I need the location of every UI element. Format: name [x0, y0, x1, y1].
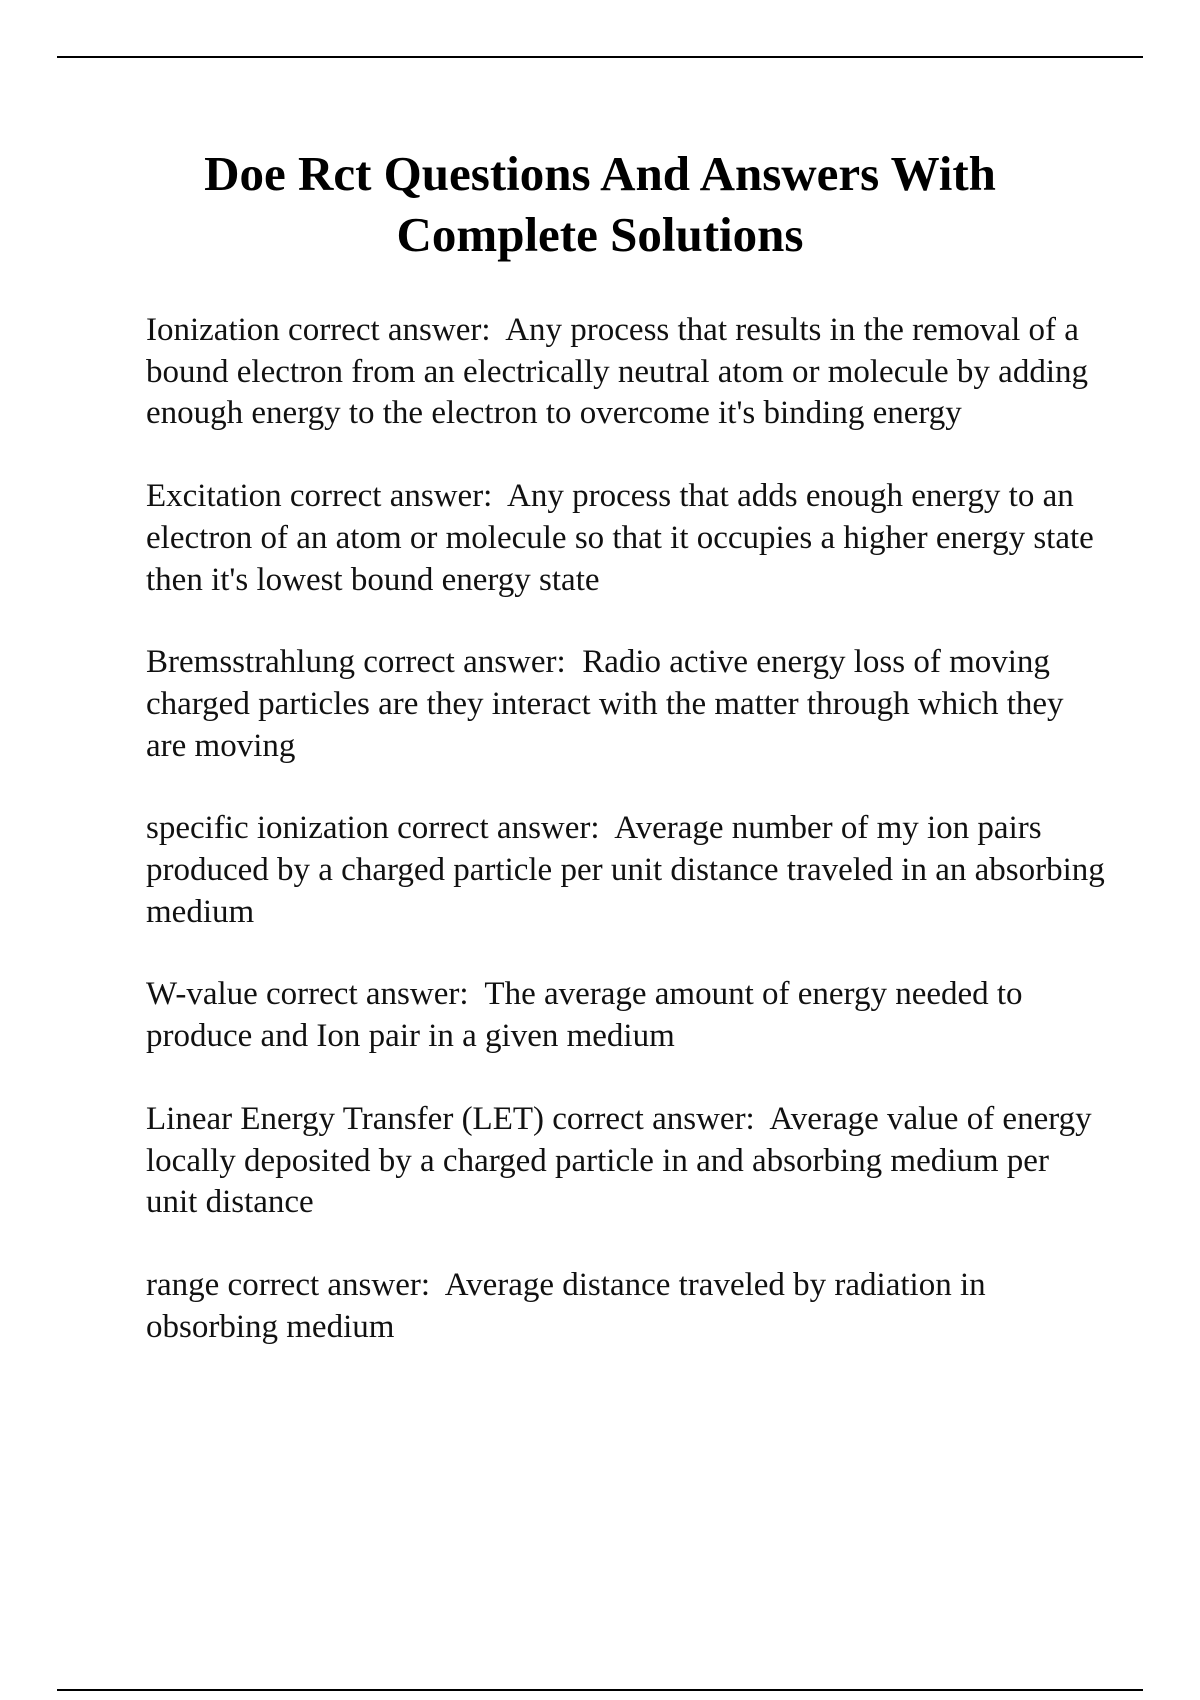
qa-answer: Radio active energy loss of moving charged particles are they interact with the matter through which they are moving [146, 644, 1072, 764]
qa-item-excitation [146, 476, 1106, 601]
qa-answer: Average value of energy locally deposited by a charged particle in and absorbing medium per unit distance [146, 1100, 1100, 1221]
qa-answer: Any process that adds enough energy to an electron of an atom or molecule so that it occupies a higher energy state then it's lowest bound energy state [146, 478, 1103, 598]
qa-term: Ionization [146, 312, 280, 348]
qa-separator: correct answer: [544, 1100, 770, 1137]
qa-separator: correct answer: [219, 1266, 445, 1303]
top-divider [57, 56, 1143, 58]
qa-item-specific-ionization [146, 808, 1114, 933]
qa-term: W-value [146, 976, 258, 1013]
page-title-line-2: Complete Solutions [396, 207, 804, 262]
qa-term: Bremsstrahlung [146, 644, 355, 681]
qa-answer: Average distance traveled by radiation in obsorbing medium [146, 1266, 994, 1345]
qa-term: specific ionization [146, 810, 389, 847]
qa-item-w-value [146, 974, 1106, 1057]
qa-term: range [146, 1266, 220, 1303]
qa-separator: correct answer: [354, 644, 583, 681]
qa-term: Linear Energy Transfer (LET) [146, 1100, 545, 1137]
bottom-divider [57, 1689, 1143, 1691]
qa-item-bremsstrahlung [146, 642, 1106, 767]
qa-separator: correct answer: [388, 810, 615, 847]
qa-answer: The average amount of energy needed to produce and Ion pair in a given medium [146, 976, 1031, 1055]
page-title [100, 143, 1100, 265]
qa-list [146, 310, 1114, 1389]
qa-separator: correct answer: [279, 312, 506, 348]
qa-item-ionization [146, 310, 1106, 435]
qa-answer: Average number of my ion pairs produced by a charged particle per unit distance traveled in an absorbing medium [146, 810, 1114, 930]
qa-item-range [146, 1265, 1106, 1348]
page-title-line-1: Doe Rct Questions And Answers With [204, 146, 996, 201]
qa-separator: correct answer: [281, 478, 508, 515]
qa-term: Excitation [146, 478, 282, 515]
qa-answer: Any process that results in the removal of a bound electron from an electrically neutral atom or molecule by adding enough energy to the electron to overcome it's binding energy [146, 312, 1097, 432]
qa-item-linear-energy-transfer [146, 1099, 1106, 1224]
qa-separator: correct answer: [257, 976, 485, 1013]
